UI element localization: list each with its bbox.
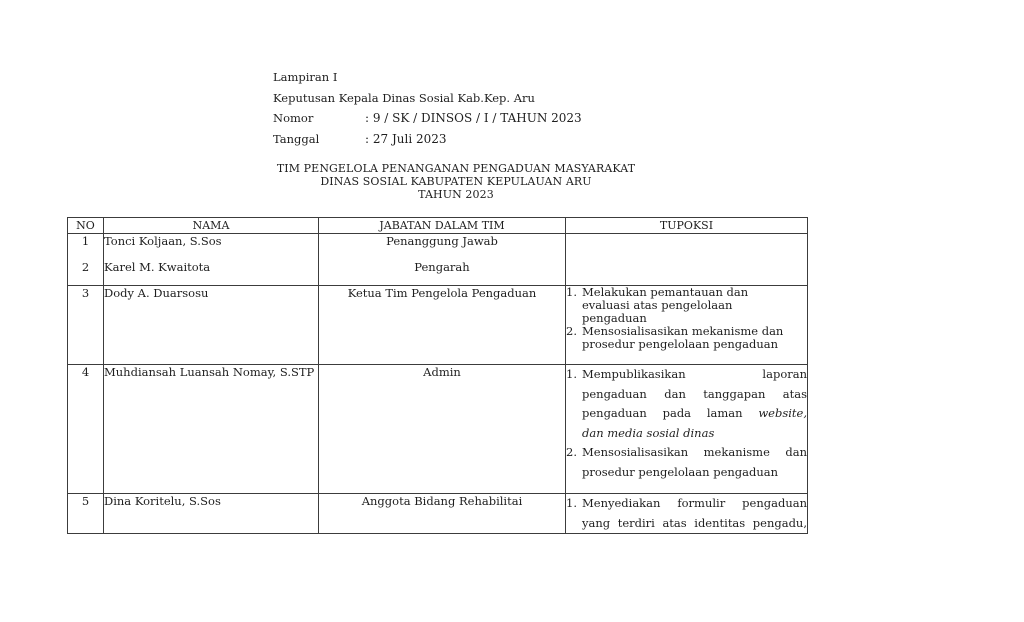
text-run: yang terdiri atas identitas pengadu, (582, 515, 807, 530)
table-row (68, 494, 808, 534)
no-entry: 1 (81, 234, 90, 248)
cell-jabatan: Ketua Tim Pengelola Pengaduan (319, 286, 566, 365)
tupoksi-item (566, 443, 807, 482)
jabatan-entry: Penanggung Jawab (386, 234, 498, 248)
tupoksi-line (582, 404, 807, 424)
column-header-nama: NAMA (104, 218, 319, 234)
jabatan-entry: Pengarah (414, 260, 470, 274)
tupoksi-line (582, 424, 807, 444)
column-header-no: NO (68, 218, 104, 234)
tupoksi-line (582, 514, 807, 534)
cell-no (68, 234, 104, 286)
tupoksi-item (566, 494, 807, 533)
text-run: Mempublikasikan laporan (582, 367, 807, 381)
cell-no: 4 (68, 365, 104, 494)
tupoksi-item-number: 1. (566, 367, 577, 381)
text-run: pengaduan dan tanggapan atas (582, 386, 807, 401)
cell-no: 3 (68, 286, 104, 365)
cell-tupoksi (566, 286, 808, 365)
text-run: prosedur pengelolaan pengaduan (582, 464, 779, 479)
nomor-value: : 9 / SK / DINSOS / I / TAHUN 2023 (365, 111, 582, 125)
letterhead (273, 67, 582, 149)
nama-entry: Tonci Koljaan, S.Sos (104, 234, 222, 248)
cell-nama (104, 234, 319, 286)
tupoksi-item-number: 1. (566, 285, 577, 299)
table-container (67, 217, 808, 534)
tupoksi-item-text (582, 286, 807, 325)
tupoksi-item-number: 2. (566, 324, 577, 338)
nama-entry: Karel M. Kwaitota (104, 260, 211, 274)
keputusan-line (273, 88, 582, 109)
text-run: pengaduan (582, 311, 647, 325)
cell-jabatan: Anggota Bidang Rehabilitai (319, 494, 566, 534)
nomor-label: Nomor (273, 111, 314, 125)
tanggal-value: : 27 Juli 2023 (365, 131, 447, 146)
text-run: Mensosialisasikan mekanisme dan (582, 445, 807, 459)
text-run: prosedur pengelolaan pengaduan (582, 337, 779, 351)
cell-tupoksi (566, 234, 808, 286)
tanggal-line (273, 129, 582, 150)
lampiran-text: Lampiran I (273, 70, 338, 84)
table-row (68, 234, 808, 286)
title-line-3: TAHUN 2023 (418, 188, 494, 201)
header-row (68, 218, 808, 234)
tupoksi-line (582, 385, 807, 405)
tupoksi-item-text (582, 494, 807, 533)
tupoksi-item-text (582, 325, 807, 351)
tupoksi-item-text (582, 443, 807, 482)
tupoksi-item-text (582, 365, 807, 443)
text-run: Menyediakan formulir pengaduan (582, 496, 807, 510)
tupoksi-item (566, 365, 807, 443)
document-title (67, 162, 845, 201)
keputusan-text: Keputusan Kepala Dinas Sosial Kab.Kep. Aru (273, 90, 535, 105)
tupoksi-item-number: 1. (566, 496, 577, 510)
tupoksi-line (582, 463, 807, 483)
tupoksi-line (582, 365, 807, 385)
table-row (68, 286, 808, 365)
column-header-tupoksi: TUPOKSI (566, 218, 808, 234)
cell-nama: Dina Koritelu, S.Sos (104, 494, 319, 534)
tupoksi-line (582, 443, 807, 463)
tupoksi-item-number: 2. (566, 445, 577, 459)
lampiran-line (273, 67, 582, 88)
team-table (67, 217, 808, 534)
italic-run: dan media sosial dinas (582, 425, 715, 440)
text-run: Mensosialisasikan mekanisme dan (582, 324, 784, 338)
cell-tupoksi (566, 494, 808, 534)
italic-run: website, (758, 406, 807, 420)
column-header-jabatan-dalam-tim: JABATAN DALAM TIM (319, 218, 566, 234)
no-entry: 2 (81, 260, 90, 274)
cell-nama: Muhdiansah Luansah Nomay, S.STP (104, 365, 319, 494)
table-row (68, 365, 808, 494)
tupoksi-item (566, 325, 807, 351)
tupoksi-item (566, 286, 807, 325)
tanggal-label: Tanggal (273, 131, 320, 146)
text-run: evaluasi atas pengelolaan (582, 298, 733, 312)
cell-no: 5 (68, 494, 104, 534)
cell-jabatan: Admin (319, 365, 566, 494)
title-line-1: TIM PENGELOLA PENANGANAN PENGADUAN MASYARAKAT (276, 162, 636, 175)
nomor-line (273, 108, 582, 129)
text-run: Melakukan pemantauan dan (582, 285, 749, 299)
cell-jabatan (319, 234, 566, 286)
table-body (68, 234, 808, 534)
cell-tupoksi (566, 365, 808, 494)
tupoksi-line (582, 338, 807, 351)
tupoksi-line (582, 494, 807, 514)
text-run: pengaduan pada laman (582, 406, 759, 420)
table-head (68, 218, 808, 234)
cell-nama: Dody A. Duarsosu (104, 286, 319, 365)
title-line-2: DINAS SOSIAL KABUPATEN KEPULAUAN ARU (320, 175, 592, 188)
